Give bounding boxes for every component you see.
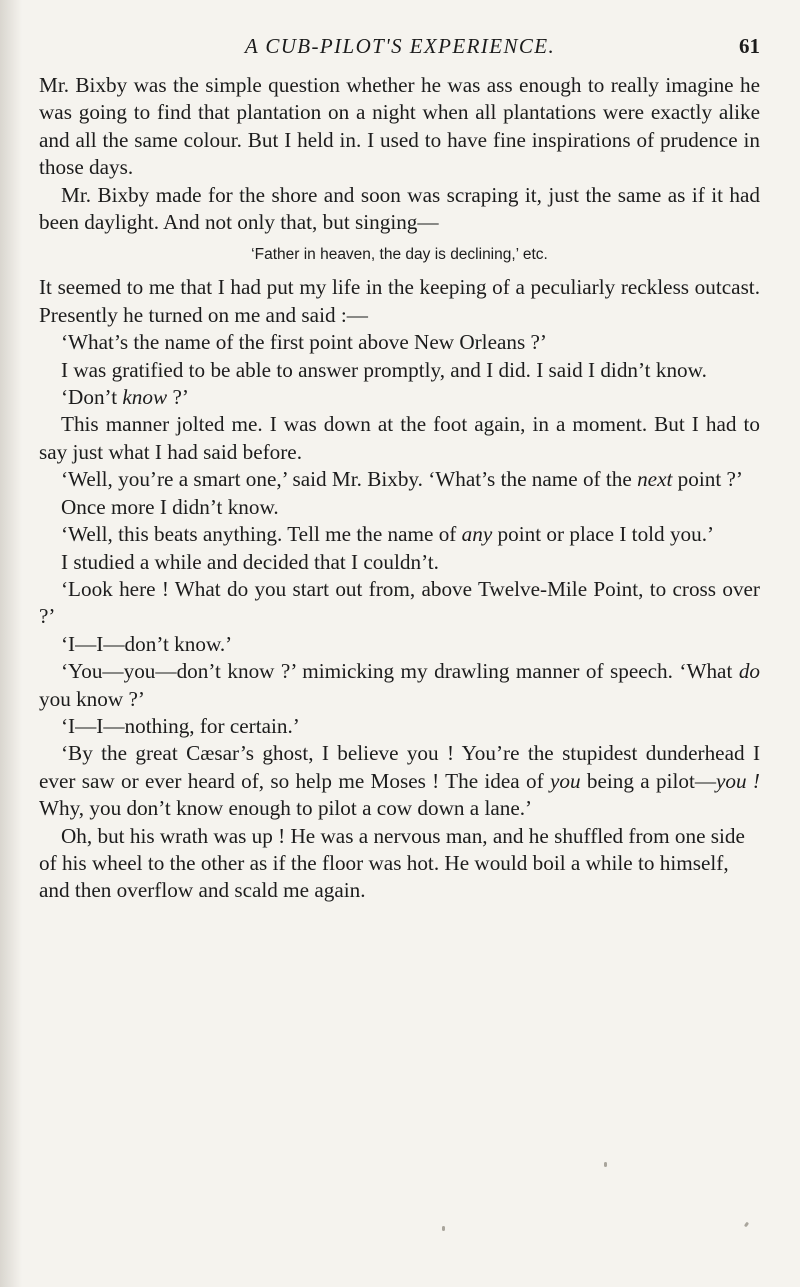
text-run: ‘You—you—don’t know ?’ mimicking my drawling manner of speech. ‘What (61, 659, 739, 684)
text-run: point or place I told you.’ (492, 522, 715, 547)
text-run: you know ?’ (39, 686, 145, 711)
dialogue-line (39, 466, 760, 493)
text-run: ‘Don’t (61, 385, 123, 410)
italic-emphasis: any (461, 522, 493, 547)
dialogue-line (39, 384, 760, 411)
chapter-title: A CUB-PILOT'S EXPERIENCE. (244, 34, 556, 58)
page-gutter-shadow (0, 0, 22, 1287)
paragraph: I studied a while and decided that I couldn’t. (61, 549, 439, 574)
paper-speck (744, 1222, 749, 1228)
text-run: being a pilot— (580, 768, 717, 793)
dialogue-line: ‘I—I—nothing, for certain.’ (61, 713, 300, 738)
paragraph: Mr. Bixby made for the shore and soon was scraping it, just the same as if it had been daylight. And not only that, but singing— (39, 182, 760, 235)
dialogue-line: ‘I—I—don’t know.’ (61, 631, 233, 656)
dialogue-line: ‘Look here ! What do you start out from, above Twelve-Mile Point, to cross over ?’ (39, 576, 760, 629)
italic-emphasis: you ! (716, 768, 760, 793)
paragraph: Mr. Bixby was the simple question whether he was ass enough to really imagine he was going to find that plantation on a night when all plantations were exactly alike and all the same colour. But I held in. I used to have fine inspirations of prudence in those days. (39, 73, 760, 180)
text-run: ‘By the great Cæsar’s ghost, I believe you ! You’re the stupidest dunderhead I ever saw or ever heard of, so help me Moses ! The idea of (39, 741, 760, 793)
italic-emphasis: you (549, 768, 581, 793)
italic-emphasis: next (637, 467, 673, 492)
running-header (0, 34, 800, 68)
dialogue-line (39, 740, 760, 822)
dialogue-line (39, 658, 760, 713)
paper-speck (442, 1226, 445, 1231)
dialogue-line: ‘What’s the name of the first point above New Orleans ?’ (61, 330, 547, 355)
text-run: point ?’ (672, 467, 743, 492)
paragraph: Once more I didn’t know. (61, 494, 279, 519)
text-run: ?’ (167, 385, 189, 410)
song-quotation: ‘Father in heaven, the day is declining,’ etc. (251, 246, 548, 264)
paragraph: It seemed to me that I had put my life in the keeping of a peculiarly reckless outcast. Presently he turned on me and said :— (39, 275, 760, 327)
dialogue-line (39, 521, 760, 548)
text-run: ‘Well, you’re a smart one,’ said Mr. Bixby. ‘What’s the name of the (61, 467, 638, 492)
paragraph: This manner jolted me. I was down at the foot again, in a moment. But I had to say just what I had said before. (39, 412, 760, 464)
italic-emphasis: know (122, 385, 168, 410)
paper-speck (604, 1162, 607, 1167)
paragraph: Oh, but his wrath was up ! He was a nervous man, and he shuffled from one side of his wheel to the other as if the floor was hot. He would boil a while to himself, and then overflow and scald me again. (39, 823, 745, 903)
text-run: Why, you don’t know enough to pilot a cow down a lane.’ (39, 796, 533, 821)
paragraph: I was gratified to be able to answer promptly, and I did. I said I didn’t know. (61, 357, 707, 382)
italic-emphasis: do (738, 659, 760, 684)
page-number: 61 (739, 34, 760, 58)
text-run: ‘Well, this beats anything. Tell me the name of (61, 522, 462, 547)
body-text (39, 72, 760, 905)
